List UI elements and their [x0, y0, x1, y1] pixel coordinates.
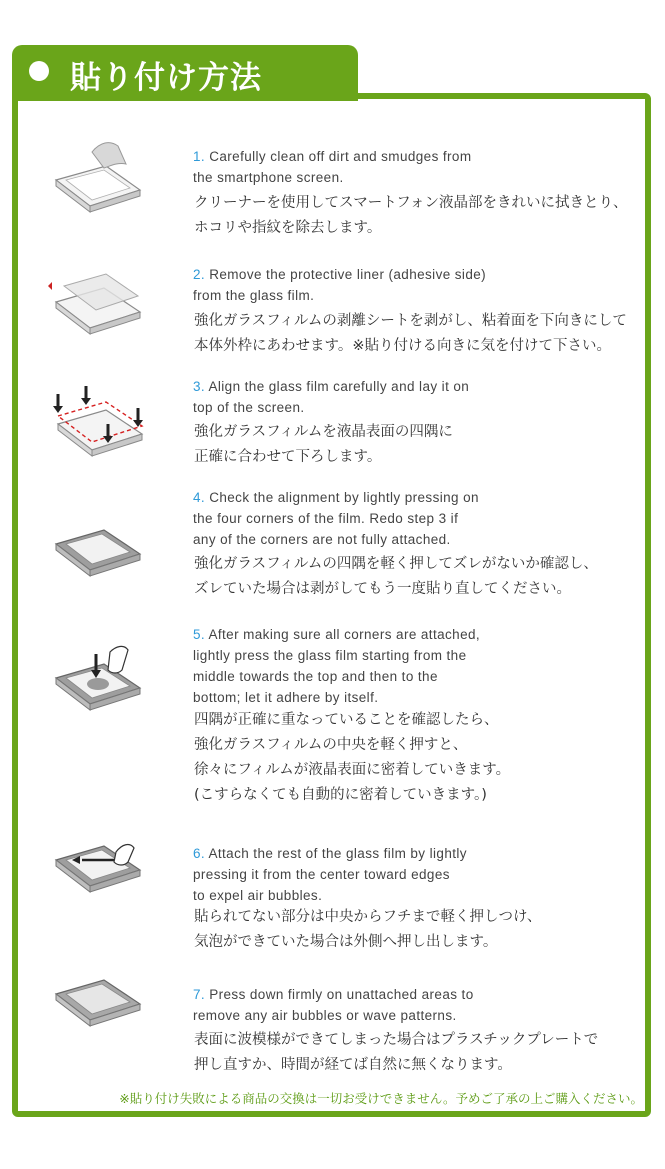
step-6-japanese: 貼られてない部分は中央からフチまで軽く押しつけ、 気泡ができていた場合は外側へ押し出します。	[194, 909, 542, 950]
step-1-english-text: Carefully clean off dirt and smudges from the smartphone screen.	[193, 149, 472, 185]
step-7-number: 7.	[193, 987, 206, 1002]
disclaimer-note: ※貼り付け失敗による商品の交換は一切お受けできません。予めご了承の上ご購入ください。	[119, 1091, 643, 1106]
phone-peel-liner-icon	[46, 268, 146, 344]
phone-press-center-icon	[48, 640, 148, 714]
step-6-number: 6.	[193, 846, 206, 861]
step-6-english	[193, 843, 467, 906]
step-2-english	[193, 264, 486, 306]
page-title: 貼り付け方法	[70, 60, 262, 96]
step-5-number: 5.	[193, 627, 206, 642]
step-2-english-text: Remove the protective liner (adhesive side) from the glass film.	[193, 267, 487, 303]
step-4-english	[193, 487, 479, 550]
phone-finished-icon	[48, 974, 148, 1030]
step-4-number: 4.	[193, 490, 206, 505]
step-3-english	[193, 376, 469, 418]
step-1-number: 1.	[193, 149, 206, 164]
phone-check-corners-icon	[48, 520, 148, 586]
content-frame	[12, 93, 651, 1117]
step-2-japanese: 強化ガラスフィルムの剥離シートを剥がし、粘着面を下向きにして 本体外枠にあわせます。※貼り付ける向きに気を付けて下さい。	[194, 313, 627, 354]
step-4-japanese: 強化ガラスフィルムの四隅を軽く押してズレがないか確認し、 ズレていた場合は剥がしてもう一度貼り直してください。	[194, 556, 598, 597]
step-3-english-text: Align the glass film carefully and lay it on top of the screen.	[193, 379, 470, 415]
step-5-japanese: 四隅が正確に重なっていることを確認したら、 強化ガラスフィルムの中央を軽く押すと、 徐々にフィルムが液晶表面に密着していきます。 (こすらなくても自動的に密着していきます。)	[194, 712, 511, 803]
phone-expel-bubbles-icon	[48, 838, 148, 898]
phone-cleaning-cloth-icon	[48, 138, 148, 218]
phone-align-arrows-icon	[46, 380, 150, 462]
step-5-english	[193, 624, 480, 708]
step-4-english-text: Check the alignment by lightly pressing on the four corners of the film. Redo step 3 if any of the corners are not fully attached.	[193, 490, 479, 547]
step-2-number: 2.	[193, 267, 206, 282]
step-3-japanese: 強化ガラスフィルムを液晶表面の四隅に 正確に合わせて下ろします。	[194, 424, 453, 465]
step-3-number: 3.	[193, 379, 206, 394]
header-tab	[12, 45, 358, 101]
step-1-english	[193, 146, 472, 188]
step-7-english-text: Press down firmly on unattached areas to remove any air bubbles or wave patterns.	[193, 987, 474, 1023]
bullet-icon	[29, 61, 49, 81]
step-6-english-text: Attach the rest of the glass film by lightly pressing it from the center toward edges to expel air bubbles.	[193, 846, 467, 903]
step-7-japanese: 表面に波模様ができてしまった場合はプラスチックプレートで 押し直すか、時間が経てば自然に無くなります。	[194, 1032, 599, 1073]
step-1-japanese: クリーナーを使用してスマートフォン液晶部をきれいに拭きとり、 ホコリや指紋を除去します。	[194, 195, 628, 236]
step-7-english	[193, 984, 474, 1026]
step-5-english-text: After making sure all corners are attached, lightly press the glass film starting from the middle towards the top and then to the bottom; let it adhere by itself.	[193, 627, 481, 705]
